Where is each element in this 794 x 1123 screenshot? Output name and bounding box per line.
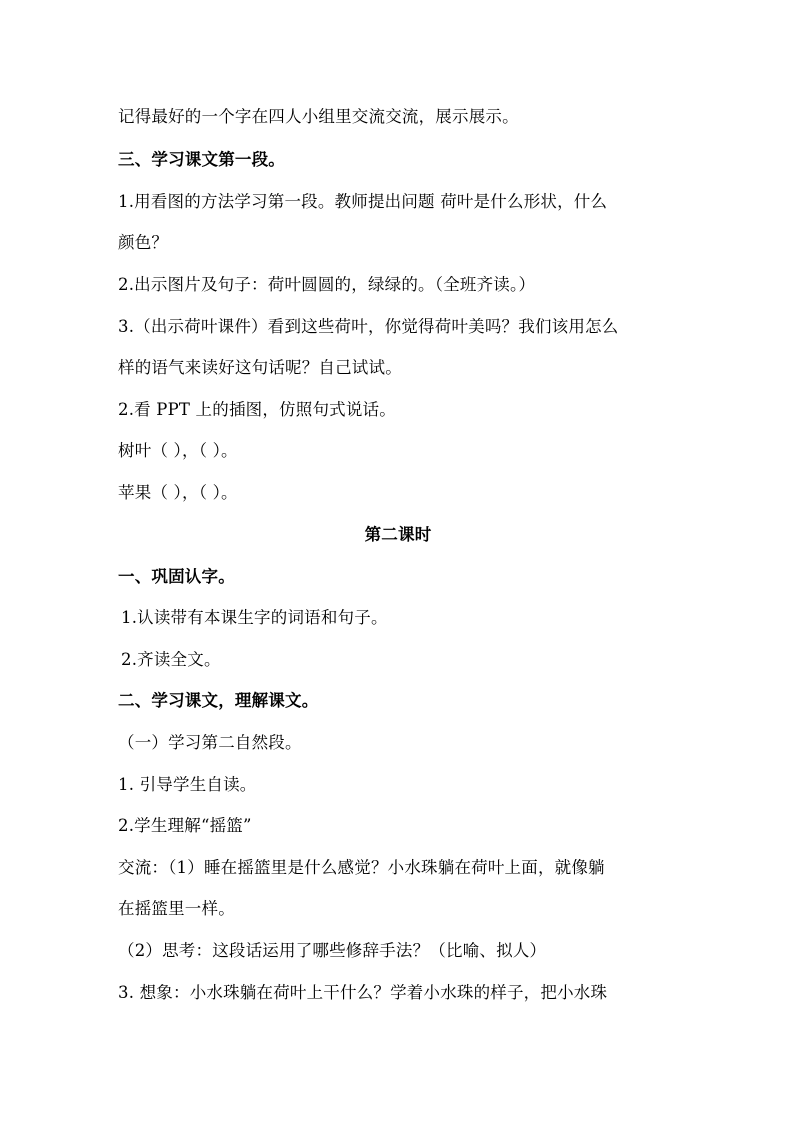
section-heading: 二、学习课文，理解课文。	[118, 691, 319, 710]
paragraph-line: 记得最好的一个字在四人小组里交流交流，展示展示。	[118, 107, 519, 126]
paragraph-line: 在摇篮里一样。	[118, 899, 235, 918]
lesson-title: 第二课时	[364, 525, 432, 544]
paragraph-line: 3. 想象：小水珠躺在荷叶上干什么？学着小水珠的样子，把小水珠	[118, 983, 608, 1002]
paragraph-line: 2.看 PPT 上的插图，仿照句式说话。	[118, 400, 396, 419]
paragraph-line: 交流：（1）睡在摇篮里是什么感觉？小水珠躺在荷叶上面，就像躺	[118, 858, 605, 877]
fill-in-blank-line: 树叶（ ），（ ）。	[118, 441, 238, 460]
paragraph-line: 2.齐读全文。	[121, 650, 221, 669]
paragraph-line: 1.用看图的方法学习第一段。教师提出问题 荷叶是什么形状，什么	[118, 192, 608, 211]
fill-in-blank-line: 苹果（ ），（ ）。	[118, 483, 238, 502]
paragraph-line: 样的语气来读好这句话呢？自己试试。	[118, 358, 402, 377]
section-heading: 三、学习课文第一段。	[118, 150, 285, 169]
section-heading: 一、巩固认字。	[118, 567, 235, 586]
subsection-heading: （一）学习第二自然段。	[118, 733, 302, 752]
paragraph-line: 2.学生理解“摇篮”	[118, 816, 252, 835]
paragraph-line: （2）思考：这段话运用了哪些修辞手法？（比喻、拟人）	[118, 941, 547, 960]
paragraph-line: 2.出示图片及句子：荷叶圆圆的，绿绿的。（全班齐读。）	[118, 275, 536, 294]
paragraph-line: 颜色？	[118, 233, 169, 252]
paragraph-line: 1.认读带有本课生字的词语和句子。	[121, 608, 388, 627]
paragraph-line: 3.（出示荷叶课件）看到这些荷叶，你觉得荷叶美吗？我们该用怎么	[118, 317, 619, 336]
paragraph-line: 1. 引导学生自读。	[118, 775, 257, 794]
